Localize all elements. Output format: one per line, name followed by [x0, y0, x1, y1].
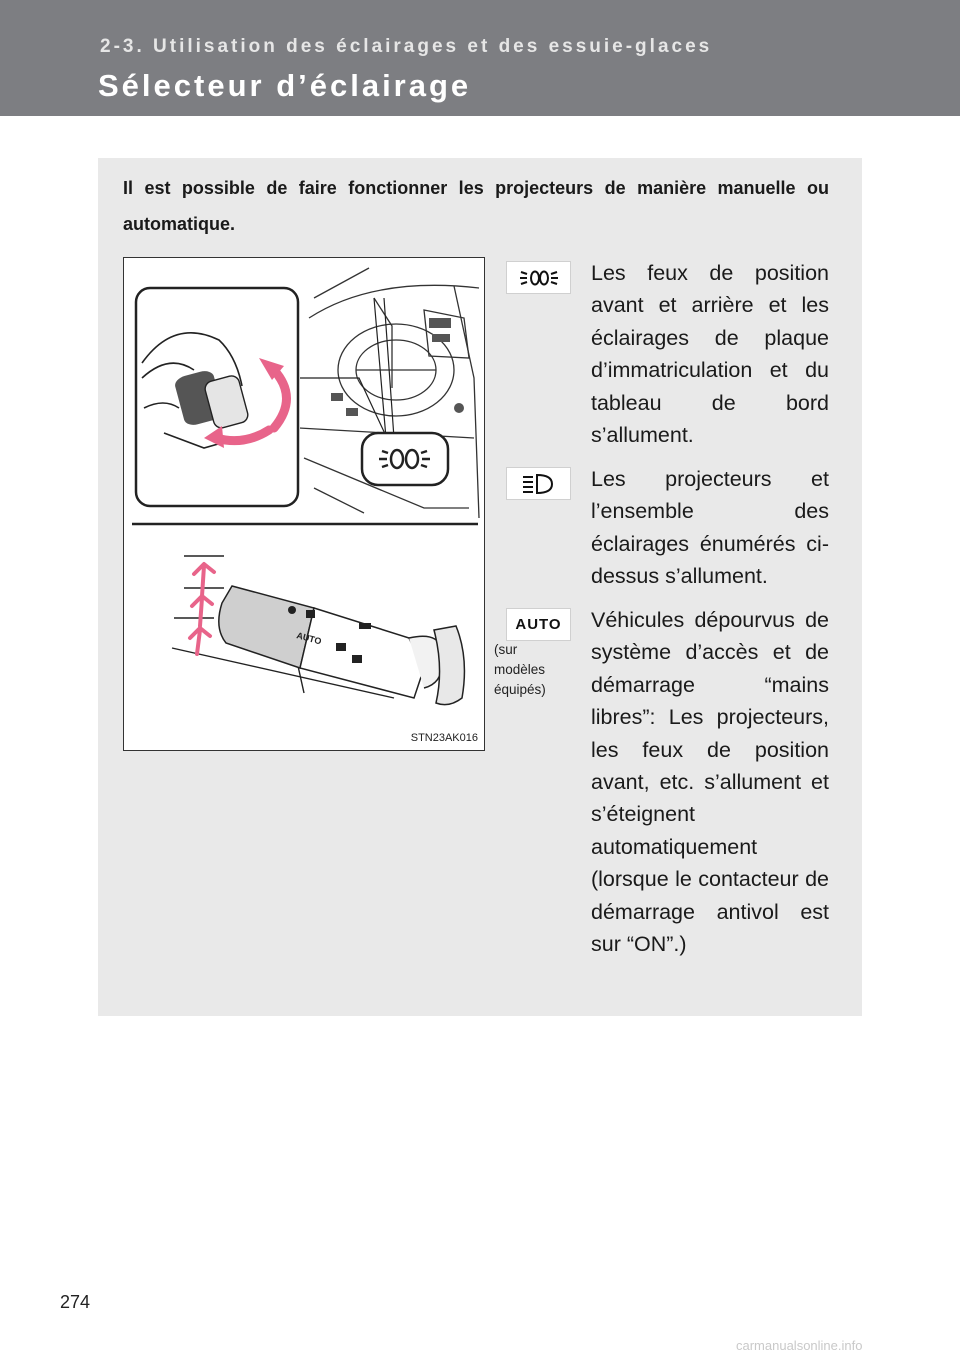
svg-text:AUTO: AUTO	[295, 630, 323, 647]
intro-text: Il est possible de faire fonctionner les projecteurs de manière manuelle ou automatique.	[123, 178, 829, 234]
parking-lights-glyph	[518, 267, 560, 289]
equipped-models-note: (sur modèles équipés)	[494, 642, 546, 697]
auto-mode-icon: AUTO	[506, 608, 571, 641]
parking-lights-icon	[506, 261, 571, 294]
parking-lights-description: Les feux de position avant et arrière et les éclairages de plaque d’immatriculation et du tableau de bord s’allument.	[591, 261, 829, 448]
figure-code: STN23AK016	[410, 732, 478, 744]
illustration-drawing	[124, 258, 486, 752]
light-switch-illustration	[123, 257, 485, 751]
page-title: Sélecteur d’éclairage	[98, 68, 472, 103]
headlights-glyph	[519, 472, 559, 496]
page-number: 274	[60, 1292, 91, 1312]
section-heading: 2-3. Utilisation des éclairages et des essuie-glaces	[100, 36, 713, 57]
watermark-text: carmanualsonline.info	[736, 1338, 863, 1353]
auto-mode-description: Véhicules dépourvus de système d’accès et de démarrage “mains libres”: Les projecteurs, les feux de position avant, etc. s’allument et s’éteignent automatiquement (lorsque le contacteur de démarrage antivol est sur “ON”.)	[591, 608, 829, 957]
header-bar	[0, 0, 960, 116]
headlights-icon	[506, 467, 571, 500]
headlights-description: Les projecteurs et l’ensemble des éclairages énumérés ci-dessus s’allument.	[591, 467, 829, 589]
